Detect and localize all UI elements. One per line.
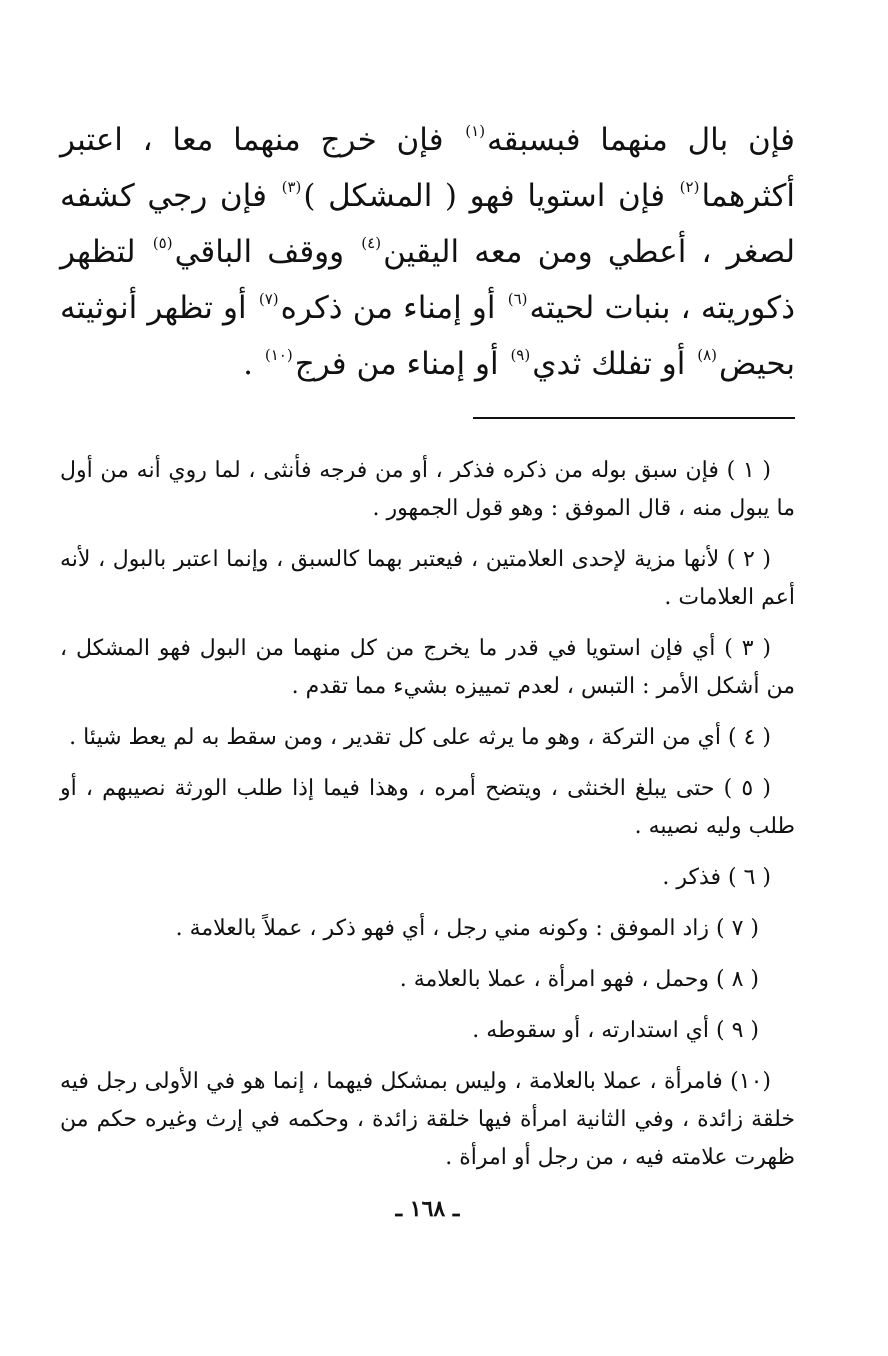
main-segment: فإن رجي كشفه لصغر ، أعطي ومن معه اليقين xyxy=(60,178,796,270)
main-segment: أو تظهر أنوثيته بحيض xyxy=(60,290,795,382)
footnote-marker: (٧) xyxy=(258,290,279,308)
main-segment: أو تفلك ثدي xyxy=(532,346,686,382)
footnote-8: ( ٨ ) وحمل ، فهو امرأة ، عملا بالعلامة . xyxy=(399,967,759,992)
footnote-10: (١٠) فامرأة ، عملا بالعلامة ، وليس بمشكل فيهما ، إنما هو في الأولى رجل فيه خلقة زائدة ، وفي الثانية امرأة فيها خلقة زائدة ، وحكمه في إرث وغيره حكم من ظهرت علامته فيه ، من رجل أو امرأة . xyxy=(60,1069,795,1170)
main-segment: أو إمناء من ذكره xyxy=(280,290,496,326)
main-text xyxy=(60,112,795,392)
footnote-marker: (٦) xyxy=(507,290,528,308)
footnote-marker: (٩) xyxy=(510,346,531,364)
main-segment: لتظهر ذكوريته ، بنبات لحيته xyxy=(60,234,795,326)
book-page xyxy=(60,0,795,1356)
footnote-9: ( ٩ ) أي استدارته ، أو سقوطه . xyxy=(472,1018,759,1043)
footnote-marker: (٥) xyxy=(152,234,173,252)
footnote-marker: (٨) xyxy=(697,346,718,364)
footnote-marker: (٣) xyxy=(281,178,302,196)
footnote-7: ( ٧ ) زاد الموفق : وكونه مني رجل ، أي فهو ذكر ، عملاً بالعلامة . xyxy=(175,916,759,941)
footnotes xyxy=(60,452,795,1190)
footnote-4: ( ٤ ) أي من التركة ، وهو ما يرثه على كل تقدير ، ومن سقط به لم يعط شيئا . xyxy=(69,725,771,750)
footnote-3: ( ٣ ) أي فإن استويا في قدر ما يخرج من كل منهما من البول فهو المشكل ، من أشكل الأمر : التبس ، لعدم تمييزه بشيء مما تقدم . xyxy=(60,636,795,699)
footnote-1: ( ١ ) فإن سبق بوله من ذكره فذكر ، أو من فرجه فأنثى ، لما روي أنه من أول ما يبول منه ، قال الموفق : وهو قول الجمهور . xyxy=(60,458,795,521)
footnote-marker: (٤) xyxy=(361,234,382,252)
footnote-2: ( ٢ ) لأنها مزية لإحدى العلامتين ، فيعتبر بهما كالسبق ، وإنما اعتبر بالبول ، لأنه أعم العلامات . xyxy=(60,547,795,610)
main-segment: . xyxy=(243,346,253,382)
footnote-marker: (١٠) xyxy=(264,346,293,364)
footnote-6: ( ٦ ) فذكر . xyxy=(662,865,771,890)
footnote-divider xyxy=(473,417,795,419)
main-segment: ووقف الباقي xyxy=(174,234,345,270)
footnote-marker: (١) xyxy=(465,122,486,140)
page-number: ـ ١٦٨ ـ xyxy=(395,1196,460,1222)
main-segment: أو إمناء من فرج xyxy=(294,346,499,382)
main-segment: فإن استويا فهو ( المشكل ) xyxy=(303,178,666,214)
main-segment: فإن خرج منهما معا ، اعتبر أكثرهما xyxy=(60,122,795,214)
main-segment: فإن بال منهما فبسبقه xyxy=(487,122,795,158)
footnote-5: ( ٥ ) حتى يبلغ الخنثى ، ويتضح أمره ، وهذا فيما إذا طلب الورثة نصيبهم ، أو طلب وليه نصيبه . xyxy=(60,776,795,839)
main-paragraph xyxy=(60,112,795,392)
footnote-marker: (٢) xyxy=(679,178,700,196)
